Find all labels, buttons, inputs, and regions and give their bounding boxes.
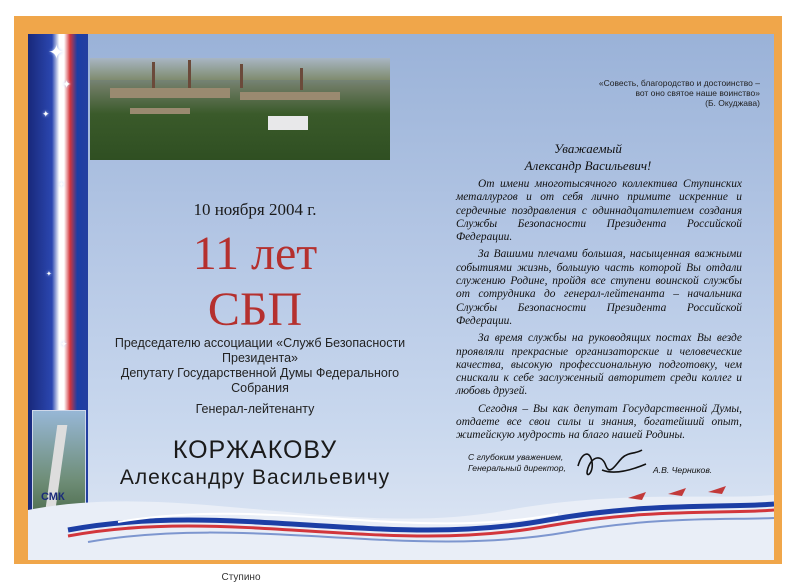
star-icon: ✦ [42,110,50,120]
signer-name: А.В. Черников. [653,465,713,475]
signoff-line: С глубоким уважением, [468,452,564,462]
letter-paragraph: От имени многотысячного коллектива Ступинских металлургов и от себя лично примите искренние и сердечные поздравления с одиннадцатилетием создания Службы Безопасности Президента Российской Федерации. [456,178,742,244]
title-line: Председателю ассоциации «Служб Безопасности [114,336,406,350]
recipient-name: Александру Васильевичу [119,466,391,489]
epigraph-author: (Б. Окуджава) [705,98,760,108]
star-icon: ✦ [46,270,52,278]
greeting-line: Уважаемый [554,141,622,156]
factory-photo [90,58,390,160]
epigraph-line: вот оно святое наше воинство» [635,88,760,98]
star-icon: ✦ [60,340,68,350]
anniversary-years: 11 лет [192,227,318,280]
recipient-rank: Генерал-лейтенанту [195,402,315,416]
epigraph [560,78,760,108]
letter-paragraph: Сегодня – Вы как депутат Государственной Думы, отдаете все свои силы и знания, богатейший опыт, житейскую мудрость на благо нашей Родины. [456,402,742,442]
organization-abbr: СБП [207,283,303,336]
letter-paragraph: За Вашими плечами большая, насыщенная важными событиями жизнь, большую часть которой Вы отдали служению Родине, пройдя все ступени воинской службы от сотрудника до генерал-лейтенанта – начальника Службы Безопасности Президента Российской Федерации. [456,248,742,327]
title-line: Собрания [231,381,289,395]
company-logo: СМК [41,491,65,503]
letter-body [456,178,742,447]
title-line: Президента» [222,351,298,365]
signature-icon [572,444,652,484]
star-icon: ✦ [48,40,65,64]
star-icon: ✦ [62,78,72,91]
title-line: Депутату Государственной Думы Федерального [120,366,400,380]
epigraph-line: «Совесть, благородство и достоинство – [598,78,760,88]
star-icon: ✦ [58,180,65,189]
date-text: 10 ноября 2004 г. [193,200,317,219]
city-name: Ступино [221,572,261,583]
greeting [488,140,688,174]
recipient-titles [110,336,410,396]
recipient-surname: КОРЖАКОВУ [172,436,338,464]
signoff-line: Генеральный директор, [468,463,566,473]
greeting-line: Александр Васильевич! [524,158,652,173]
signoff [468,452,588,474]
letter-paragraph: За время службы на руководящих постах Вы везде проявляли прекрасные организаторские и человеческие качества, высокую профессиональную подготовку, чем снискали к себе заслуженный авторитет среди коллег и любовь друзей. [456,332,742,398]
